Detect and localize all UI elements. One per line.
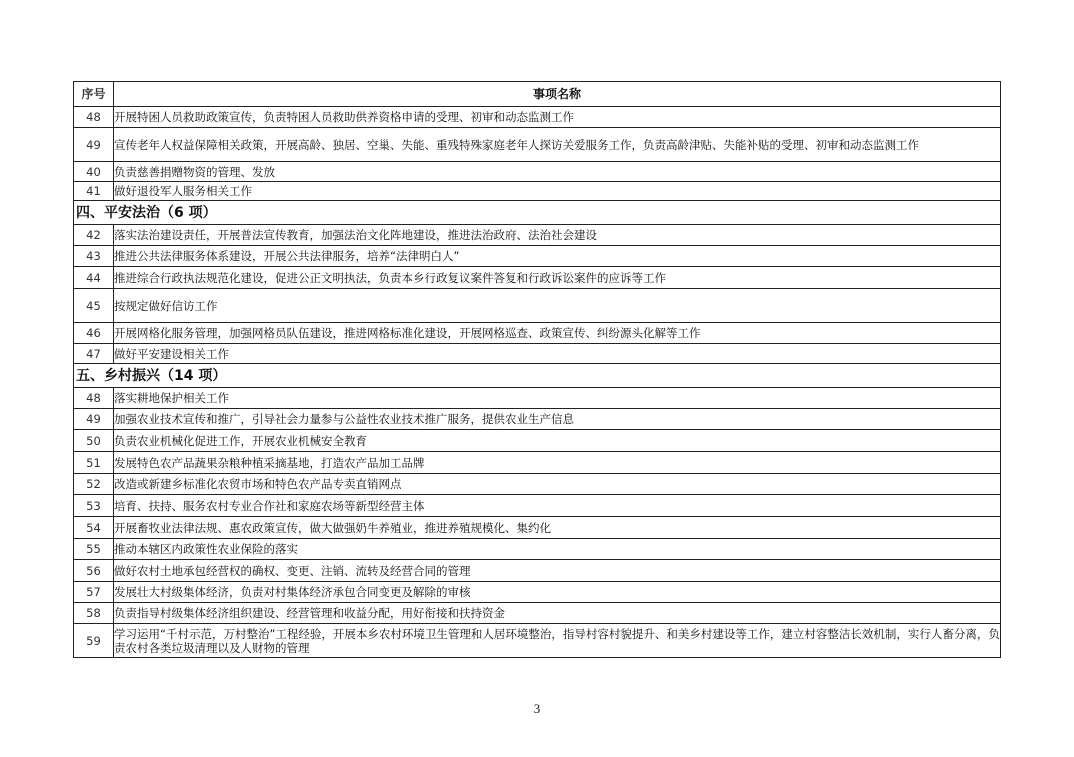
item-number: 41 <box>74 182 114 201</box>
table-row <box>74 582 1001 603</box>
item-description: 做好退役军人服务相关工作 <box>114 182 1001 201</box>
table-header-row <box>74 82 1001 107</box>
item-description: 推动本辖区内政策性农业保险的落实 <box>114 539 1001 560</box>
item-number: 54 <box>74 517 114 539</box>
page-number: 3 <box>533 701 541 716</box>
item-description: 推进综合行政执法规范化建设，促进公正文明执法，负责本乡行政复议案件答复和行政诉讼案件的应诉等工作 <box>114 267 1001 289</box>
table-row <box>74 409 1001 430</box>
item-number: 46 <box>74 323 114 344</box>
table-row <box>74 289 1001 323</box>
table-row <box>74 225 1001 246</box>
item-number: 57 <box>74 582 114 603</box>
item-description: 落实法治建设责任，开展普法宣传教育，加强法治文化阵地建设，推进法治政府、法治社会建设 <box>114 225 1001 246</box>
item-number: 58 <box>74 603 114 624</box>
table-row <box>74 430 1001 452</box>
item-number: 55 <box>74 539 114 560</box>
header-item-name: 事项名称 <box>114 82 1001 107</box>
item-number: 56 <box>74 560 114 582</box>
item-description: 改造或新建乡标准化农贸市场和特色农产品专卖直销网点 <box>114 474 1001 495</box>
item-description: 学习运用“千村示范，万村整治”工程经验，开展本乡农村环境卫生管理和人居环境整治，指导村容村貌提升、和美乡村建设等工作，建立村容整洁长效机制，实行人畜分离，负责农村各类垃圾清理以及人财物的管理 <box>114 624 1001 658</box>
item-number: 50 <box>74 430 114 452</box>
table-row <box>74 517 1001 539</box>
item-number: 44 <box>74 267 114 289</box>
item-number: 51 <box>74 452 114 474</box>
item-description: 落实耕地保护相关工作 <box>114 388 1001 409</box>
section-heading-row <box>74 201 1001 225</box>
item-number: 43 <box>74 246 114 267</box>
table-row <box>74 128 1001 162</box>
table-row <box>74 246 1001 267</box>
item-number: 48 <box>74 388 114 409</box>
table-row <box>74 107 1001 128</box>
item-description: 发展壮大村级集体经济，负责对村集体经济承包合同变更及解除的审核 <box>114 582 1001 603</box>
items-table <box>73 81 1001 658</box>
item-description: 负责农业机械化促进工作，开展农业机械安全教育 <box>114 430 1001 452</box>
section-heading-row <box>74 364 1001 388</box>
table-row <box>74 344 1001 364</box>
table-row <box>74 560 1001 582</box>
items-table-body <box>74 82 1001 658</box>
table-row <box>74 452 1001 474</box>
item-number: 45 <box>74 289 114 323</box>
item-description: 培育、扶持、服务农村专业合作社和家庭农场等新型经营主体 <box>114 495 1001 517</box>
item-description: 开展网格化服务管理，加强网格员队伍建设，推进网格标准化建设，开展网格巡查、政策宣传、纠纷源头化解等工作 <box>114 323 1001 344</box>
item-number: 49 <box>74 128 114 162</box>
item-number: 40 <box>74 162 114 182</box>
item-number: 48 <box>74 107 114 128</box>
item-number: 42 <box>74 225 114 246</box>
item-number: 52 <box>74 474 114 495</box>
item-description: 开展特困人员救助政策宣传，负责特困人员救助供养资格申请的受理、初审和动态监测工作 <box>114 107 1001 128</box>
item-number: 53 <box>74 495 114 517</box>
item-description: 做好农村土地承包经营权的确权、变更、注销、流转及经营合同的管理 <box>114 560 1001 582</box>
section-heading: 五、乡村振兴（14 项） <box>74 364 1001 388</box>
item-description: 开展畜牧业法律法规、惠农政策宣传，做大做强奶牛养殖业，推进养殖规模化、集约化 <box>114 517 1001 539</box>
table-row <box>74 603 1001 624</box>
item-number: 49 <box>74 409 114 430</box>
table-row <box>74 539 1001 560</box>
table-row <box>74 388 1001 409</box>
table-row <box>74 495 1001 517</box>
item-description: 宣传老年人权益保障相关政策，开展高龄、独居、空巢、失能、重残特殊家庭老年人探访关爱服务工作，负责高龄津贴、失能补贴的受理、初审和动态监测工作 <box>114 128 1001 162</box>
item-description: 按规定做好信访工作 <box>114 289 1001 323</box>
item-description: 推进公共法律服务体系建设，开展公共法律服务，培养“法律明白人” <box>114 246 1001 267</box>
item-number: 59 <box>74 624 114 658</box>
item-description: 负责慈善捐赠物资的管理、发放 <box>114 162 1001 182</box>
section-heading: 四、平安法治（6 项） <box>74 201 1001 225</box>
header-number: 序号 <box>74 82 114 107</box>
item-description: 负责指导村级集体经济组织建设、经营管理和收益分配，用好衔接和扶持资金 <box>114 603 1001 624</box>
table-row <box>74 323 1001 344</box>
table-row <box>74 624 1001 658</box>
table-row <box>74 474 1001 495</box>
table-row <box>74 267 1001 289</box>
item-description: 加强农业技术宣传和推广，引导社会力量参与公益性农业技术推广服务，提供农业生产信息 <box>114 409 1001 430</box>
item-number: 47 <box>74 344 114 364</box>
item-description: 发展特色农产品蔬果杂粮种植采摘基地，打造农产品加工品牌 <box>114 452 1001 474</box>
table-row <box>74 162 1001 182</box>
item-description: 做好平安建设相关工作 <box>114 344 1001 364</box>
table-row <box>74 182 1001 201</box>
